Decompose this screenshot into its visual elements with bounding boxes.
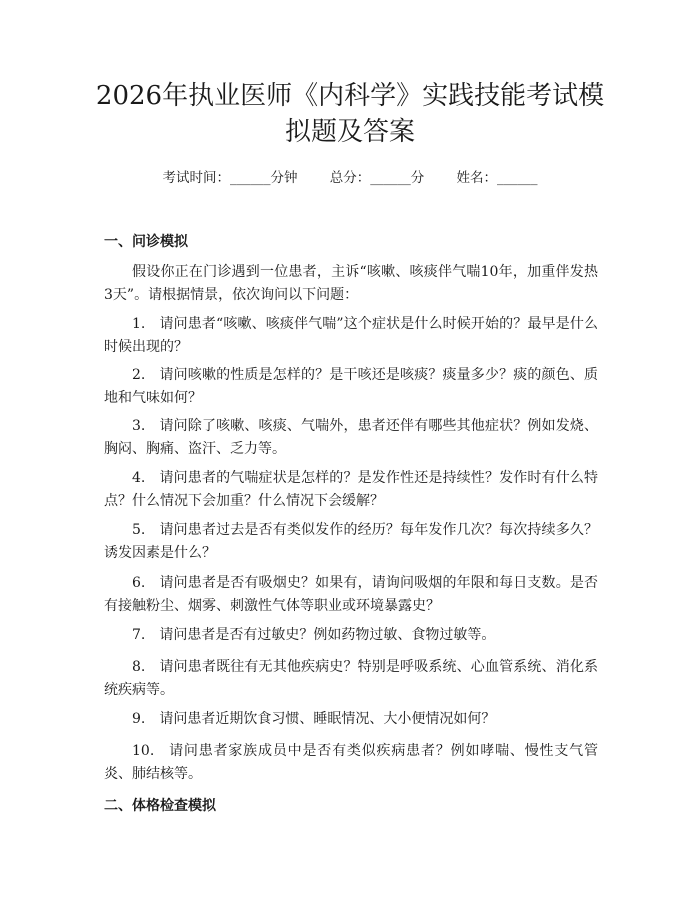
question-number: 4. [132,470,146,486]
question-text: 请问患者是否有过敏史？例如药物过敏、食物过敏等。 [159,627,496,643]
page-title: 2026年执业医师《内科学》实践技能考试模拟题及答案 [95,81,605,147]
question-item-5 [104,519,598,565]
question-number: 5. [132,522,146,538]
section-heading-inquiry: 一、问诊模拟 [104,234,188,250]
question-item-4 [104,467,598,513]
question-item-3 [104,415,598,461]
question-number: 1. [132,316,146,332]
question-number: 10. [132,743,155,759]
exam-time-field: 考试时间：______分钟 [162,170,298,186]
question-number: 7. [132,627,146,643]
total-score-field: 总分：______分 [329,170,425,186]
question-text: 请问患者是否有吸烟史？如果有，请询问吸烟的年限和每日支数。是否有接触粉尘、烟雾、刺激性气体等职业或环境暴露史？ [104,575,598,614]
name-field: 姓名：______ [456,170,538,186]
question-text: 请问患者既往有无其他疾病史？特别是呼吸系统、心血管系统、消化系统疾病等。 [104,659,598,698]
question-text: 请问患者过去是否有类似发作的经历？每年发作几次？每次持续多久？诱发因素是什么？ [104,522,598,561]
question-text: 请问患者家族成员中是否有类似疾病患者？例如哮喘、慢性支气管炎、肺结核等。 [104,743,598,782]
question-item-8 [104,656,598,702]
question-text: 请问咳嗽的性质是怎样的？是干咳还是咳痰？痰量多少？痰的颜色、质地和气味如何？ [104,367,598,406]
question-number: 9. [132,711,146,727]
scenario-intro: 假设你正在门诊遇到一位患者，主诉“咳嗽、咳痰伴气喘10年，加重伴发热3天”。请根据情景，依次询问以下问题： [104,264,598,303]
question-item-9 [104,708,598,731]
section-heading-physical-exam: 二、体格检查模拟 [104,798,216,814]
question-number: 3. [132,418,146,434]
question-text: 请问患者“咳嗽、咳痰伴气喘”这个症状是什么时候开始的？最早是什么时候出现的？ [104,316,598,355]
question-number: 8. [132,659,146,675]
question-number: 6. [132,575,146,591]
question-text: 请问除了咳嗽、咳痰、气喘外，患者还伴有哪些其他症状？例如发烧、胸闷、胸痛、盗汗、乏力等。 [104,418,598,457]
question-text: 请问患者的气喘症状是怎样的？是发作性还是持续性？发作时有什么特点？什么情况下会加重？什么情况下会缓解？ [104,470,598,509]
question-text: 请问患者近期饮食习惯、睡眠情况、大小便情况如何？ [159,711,496,727]
question-item-6 [104,572,598,618]
exam-info-line [0,168,700,188]
question-item-10 [104,740,598,786]
question-item-1 [104,313,598,359]
question-item-2 [104,364,598,410]
question-item-7 [104,624,598,647]
question-number: 2. [132,367,146,383]
